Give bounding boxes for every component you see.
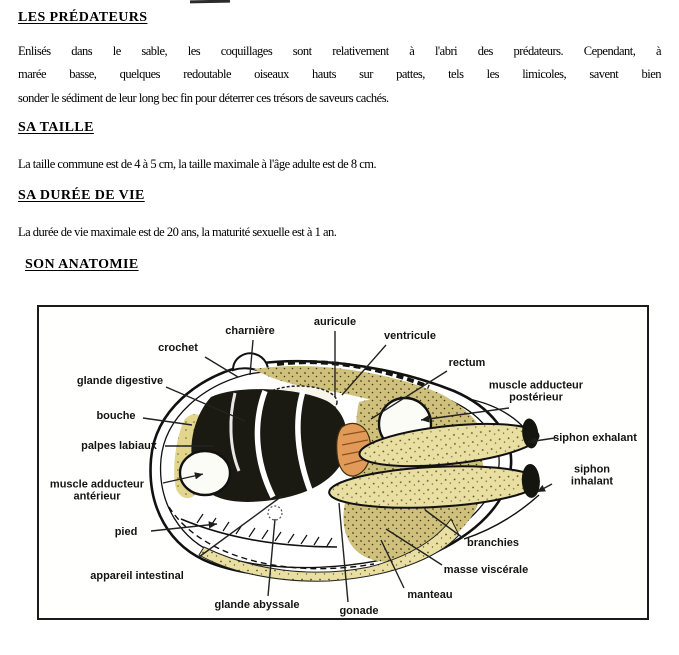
heading-les-predateurs: LES PRÉDATEURS (18, 10, 148, 25)
heading-sa-taille: SA TAILLE (18, 120, 94, 135)
label-manteau: manteau (407, 588, 453, 601)
label-charniere: charnière (225, 324, 275, 337)
paragraph-predateurs (18, 40, 661, 110)
label-siphon-exhalant: siphon exhalant (553, 431, 637, 444)
label-appareil-intestinal: appareil intestinal (90, 569, 184, 582)
heading-son-anatomie: SON ANATOMIE (25, 257, 139, 272)
label-palpes-labiaux: palpes labiaux (81, 439, 157, 452)
paragraph-line: La durée de vie maximale est de 20 ans, la maturité sexuelle est à 1 an. (18, 225, 337, 239)
byssal-gland-detail (268, 506, 282, 520)
paragraph-line: Enlisés dans le sable, les coquillages sont relativement à l'abri des prédateurs. Cependant, à (18, 44, 661, 58)
label-siphon-inhalant: siphon inhalant (570, 463, 614, 488)
label-branchies: branchies (467, 536, 519, 549)
label-pied: pied (114, 525, 138, 538)
paragraph-line: marée basse, quelques redoutable oiseaux hauts sur pattes, tels les limicoles, savent bien (18, 67, 661, 82)
label-glande-abyssale: glande abyssale (214, 598, 300, 611)
paragraph-line: La taille commune est de 4 à 5 cm, la taille maximale à l'âge adulte est de 8 cm. (18, 157, 377, 171)
paragraph-line: sonder le sédiment de leur long bec fin pour déterrer ces trésors de saveurs cachés. (18, 90, 389, 105)
label-muscle-adducteur-posterieur: muscle adducteur postérieur (488, 379, 584, 404)
anterior-adductor-muscle (180, 451, 230, 495)
label-auricule: auricule (313, 315, 357, 328)
label-glande-digestive: glande digestive (76, 374, 164, 387)
label-gonade: gonade (339, 604, 379, 617)
label-masse-viscerale: masse viscérale (443, 563, 529, 576)
label-ventricule: ventricule (384, 329, 436, 342)
label-rectum: rectum (448, 356, 486, 369)
heading-duree-de-vie: SA DURÉE DE VIE (18, 188, 145, 203)
page-top-artifact (190, 0, 230, 3)
anatomy-figure (37, 305, 649, 620)
label-muscle-adducteur-anterieur: muscle adducteur antérieur (49, 478, 145, 503)
label-bouche: bouche (96, 409, 136, 422)
paragraph-duree-de-vie (18, 221, 661, 244)
label-crochet: crochet (158, 341, 198, 354)
paragraph-taille (18, 153, 661, 176)
